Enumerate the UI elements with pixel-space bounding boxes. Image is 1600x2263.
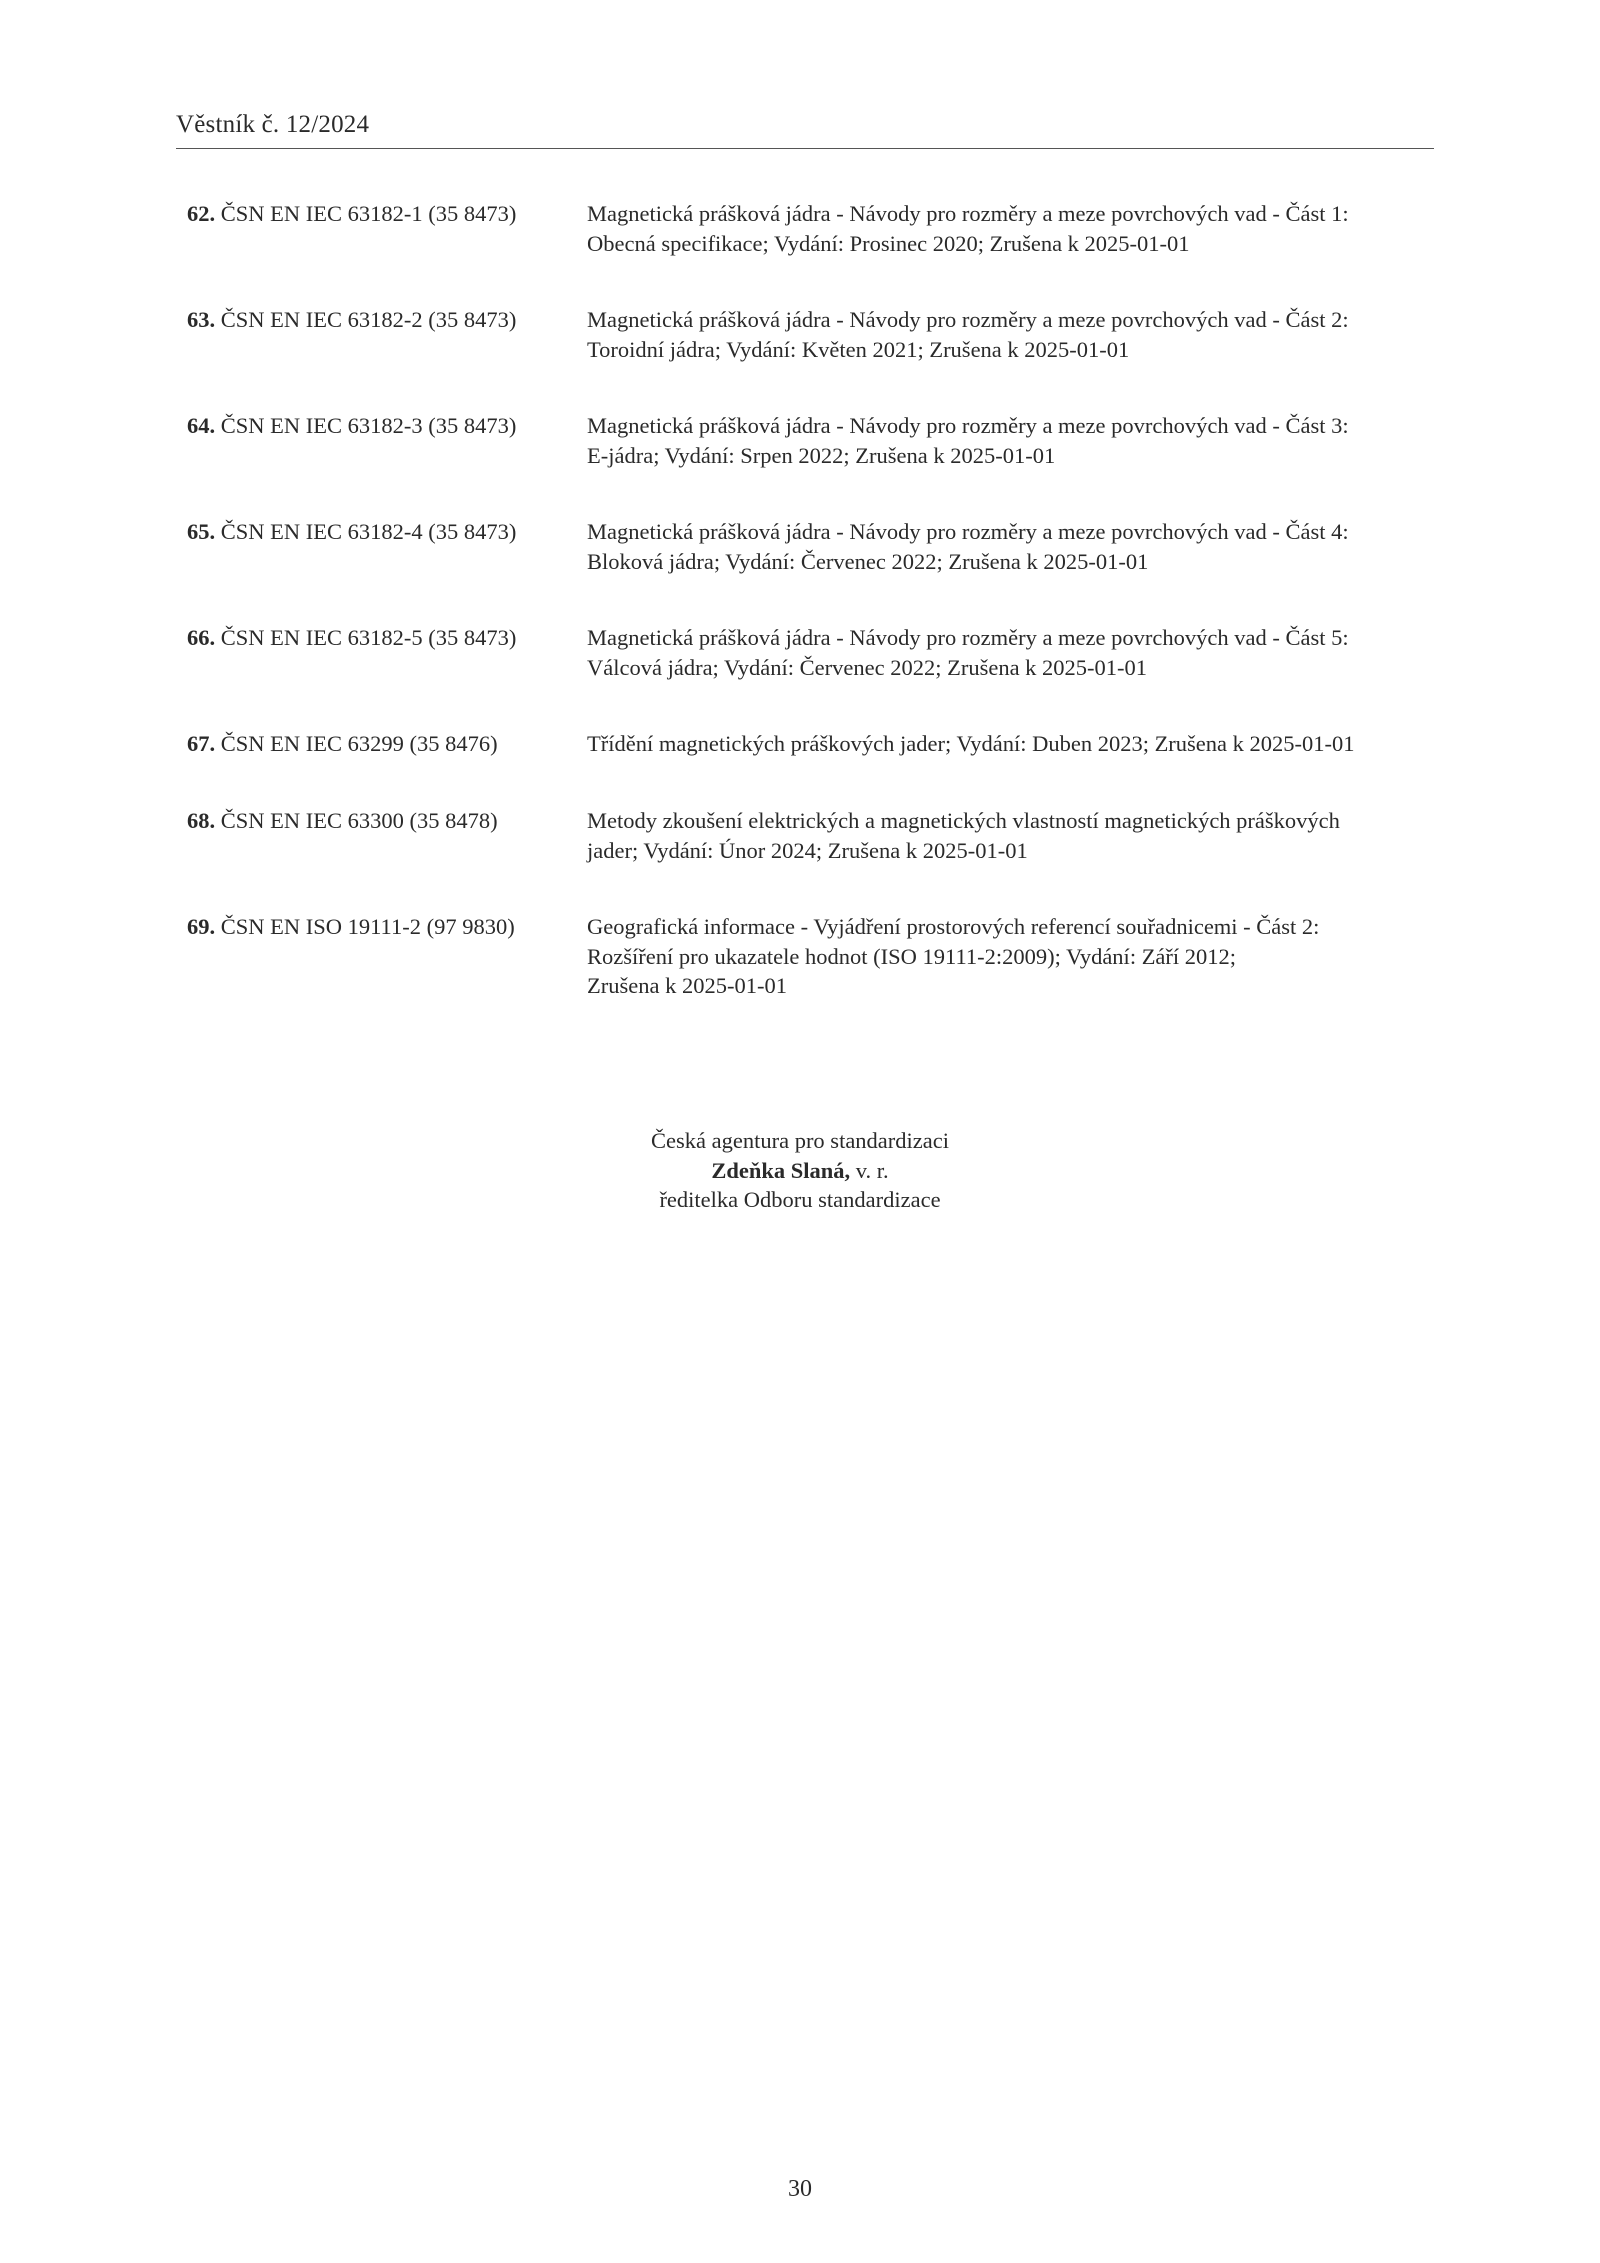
description-line: Magnetická prášková jádra - Návody pro rozměry a meze povrchových vad - Část 1:	[587, 201, 1349, 226]
item-number: 65.	[187, 519, 216, 544]
standard-designation	[187, 305, 516, 335]
standard-code: ČSN EN IEC 63182-5 (35 8473)	[220, 625, 517, 650]
standard-code: ČSN EN IEC 63182-1 (35 8473)	[220, 201, 517, 226]
description-line: Magnetická prášková jádra - Návody pro rozměry a meze povrchových vad - Část 5:	[587, 625, 1349, 650]
description-line: Třídění magnetických práškových jader; Vydání: Duben 2023; Zrušena k 2025-01-01	[587, 731, 1355, 756]
standard-description	[587, 912, 1437, 1001]
item-number: 63.	[187, 307, 216, 332]
description-line: Zrušena k 2025-01-01	[587, 973, 787, 998]
standard-description	[587, 623, 1437, 682]
item-number: 68.	[187, 808, 216, 833]
item-number: 62.	[187, 201, 216, 226]
standard-code: ČSN EN IEC 63182-3 (35 8473)	[220, 413, 517, 438]
standard-designation	[187, 729, 498, 759]
standard-designation	[187, 806, 498, 836]
bulletin-title: Věstník č. 12/2024	[176, 111, 370, 138]
description-line: Toroidní jádra; Vydání: Květen 2021; Zrušena k 2025-01-01	[587, 336, 1130, 362]
page-number: 30	[788, 2176, 812, 2202]
standard-description	[587, 729, 1437, 759]
signatory-name: Zdeňka Slaná,	[711, 1157, 851, 1183]
standard-designation	[187, 623, 516, 653]
standard-designation	[187, 912, 515, 942]
item-number: 66.	[187, 625, 216, 650]
standard-designation	[187, 199, 516, 229]
standard-designation	[187, 517, 516, 547]
description-line: Magnetická prášková jádra - Návody pro rozměry a meze povrchových vad - Část 2:	[587, 307, 1349, 332]
standard-code: ČSN EN IEC 63300 (35 8478)	[220, 808, 498, 833]
item-number: 69.	[187, 914, 216, 939]
description-line: Obecná specifikace; Vydání: Prosinec 2020; Zrušena k 2025-01-01	[587, 230, 1190, 256]
description-line: jader; Vydání: Únor 2024; Zrušena k 2025-01-01	[587, 837, 1028, 863]
description-line: Magnetická prášková jádra - Návody pro rozměry a meze povrchových vad - Část 4:	[587, 519, 1349, 544]
standard-code: ČSN EN ISO 19111-2 (97 9830)	[220, 914, 515, 939]
item-number: 67.	[187, 731, 216, 756]
description-line: Metody zkoušení elektrických a magnetických vlastností magnetických práškových	[587, 808, 1340, 833]
description-line: Magnetická prášková jádra - Návody pro rozměry a meze povrchových vad - Část 3:	[587, 413, 1349, 438]
standard-description	[587, 517, 1437, 576]
standard-code: ČSN EN IEC 63299 (35 8476)	[220, 731, 498, 756]
description-line: Rozšíření pro ukazatele hodnot (ISO 19111-2:2009); Vydání: Září 2012;	[587, 943, 1237, 969]
page-header	[176, 110, 1434, 149]
signatory-role: ředitelka Odboru standardizace	[659, 1187, 941, 1212]
standard-code: ČSN EN IEC 63182-2 (35 8473)	[220, 307, 517, 332]
description-line: Bloková jádra; Vydání: Červenec 2022; Zrušena k 2025-01-01	[587, 548, 1149, 574]
agency-name: Česká agentura pro standardizaci	[651, 1128, 949, 1153]
standard-description	[587, 199, 1437, 258]
description-line: E-jádra; Vydání: Srpen 2022; Zrušena k 2025-01-01	[587, 442, 1056, 468]
signatory-suffix: v. r.	[850, 1157, 889, 1183]
description-line: Geografická informace - Vyjádření prostorových referencí souřadnicemi - Část 2:	[587, 914, 1320, 939]
description-line: Válcová jádra; Vydání: Červenec 2022; Zrušena k 2025-01-01	[587, 654, 1148, 680]
item-number: 64.	[187, 413, 216, 438]
standard-designation	[187, 411, 516, 441]
standard-description	[587, 411, 1437, 470]
signature-block	[0, 1126, 1600, 1215]
standard-description	[587, 305, 1437, 364]
signatory-line	[0, 1156, 1600, 1186]
standard-description	[587, 806, 1437, 865]
standard-code: ČSN EN IEC 63182-4 (35 8473)	[220, 519, 517, 544]
